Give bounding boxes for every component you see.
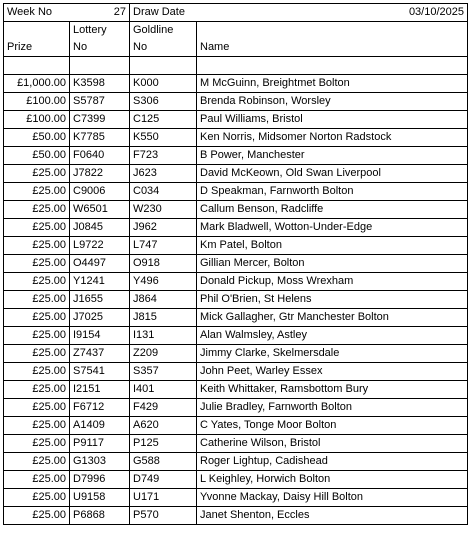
prize-cell: £25.00: [4, 291, 70, 309]
prize-cell: £25.00: [4, 255, 70, 273]
goldline-no-cell: G588: [130, 453, 197, 471]
lottery-no-cell: F6712: [70, 399, 130, 417]
name-cell: Alan Walmsley, Astley: [197, 327, 468, 345]
draw-date-label: Draw Date: [130, 4, 197, 22]
goldline-no-cell: S306: [130, 93, 197, 111]
spacer-cell: [130, 57, 197, 75]
name-cell: Julie Bradley, Farnworth Bolton: [197, 399, 468, 417]
prize-cell: £25.00: [4, 201, 70, 219]
lottery-no-cell: J7025: [70, 309, 130, 327]
lottery-no-cell: J7822: [70, 165, 130, 183]
name-cell: David McKeown, Old Swan Liverpool: [197, 165, 468, 183]
table-row: [4, 255, 468, 273]
table-row: [4, 435, 468, 453]
name-cell: Gillian Mercer, Bolton: [197, 255, 468, 273]
goldline-no-cell: O918: [130, 255, 197, 273]
goldline-no-cell: I401: [130, 381, 197, 399]
lottery-no-cell: J1655: [70, 291, 130, 309]
prize-cell: £25.00: [4, 417, 70, 435]
table-row: [4, 129, 468, 147]
table-row: [4, 399, 468, 417]
table-row: [4, 291, 468, 309]
name-cell: D Speakman, Farnworth Bolton: [197, 183, 468, 201]
week-label: Week No: [4, 4, 70, 22]
header-row-week: [4, 4, 468, 22]
goldline-no-cell: K550: [130, 129, 197, 147]
table-row: [4, 327, 468, 345]
goldline-no-cell: C125: [130, 111, 197, 129]
goldline-no-cell: K000: [130, 75, 197, 93]
lottery-no-cell: Z7437: [70, 345, 130, 363]
prize-cell: £25.00: [4, 219, 70, 237]
table-row: [4, 309, 468, 327]
table-row: [4, 201, 468, 219]
lottery-no-cell: S7541: [70, 363, 130, 381]
goldline-no-cell: D749: [130, 471, 197, 489]
name-cell: Km Patel, Bolton: [197, 237, 468, 255]
name-cell: L Keighley, Horwich Bolton: [197, 471, 468, 489]
table-row: [4, 273, 468, 291]
table-row: [4, 363, 468, 381]
spacer-cell: [70, 57, 130, 75]
goldline-no-cell: J962: [130, 219, 197, 237]
table-row: [4, 183, 468, 201]
name-cell: Keith Whittaker, Ramsbottom Bury: [197, 381, 468, 399]
lottery-no-cell: Y1241: [70, 273, 130, 291]
name-cell: Jimmy Clarke, Skelmersdale: [197, 345, 468, 363]
prize-cell: £25.00: [4, 435, 70, 453]
table-row: [4, 489, 468, 507]
name-header-top: [197, 22, 468, 40]
lottery-no-cell: I9154: [70, 327, 130, 345]
lottery-no-cell: K7785: [70, 129, 130, 147]
spacer-cell: [4, 57, 70, 75]
table-row: [4, 147, 468, 165]
lottery-no-cell: J0845: [70, 219, 130, 237]
goldline-no-cell: S357: [130, 363, 197, 381]
lottery-no-cell: C7399: [70, 111, 130, 129]
goldline-no-cell: F723: [130, 147, 197, 165]
lottery-no-cell: D7996: [70, 471, 130, 489]
prize-cell: £25.00: [4, 345, 70, 363]
prize-cell: £25.00: [4, 237, 70, 255]
prize-cell: £25.00: [4, 309, 70, 327]
table-row: [4, 93, 468, 111]
prize-cell: £25.00: [4, 381, 70, 399]
prize-cell: £100.00: [4, 111, 70, 129]
lottery-no-cell: S5787: [70, 93, 130, 111]
name-cell: M McGuinn, Breightmet Bolton: [197, 75, 468, 93]
week-value: 27: [70, 4, 130, 22]
name-cell: Catherine Wilson, Bristol: [197, 435, 468, 453]
goldline-no-cell: C034: [130, 183, 197, 201]
name-cell: B Power, Manchester: [197, 147, 468, 165]
prize-cell: £25.00: [4, 489, 70, 507]
table-row: [4, 111, 468, 129]
spacer-cell: [197, 57, 468, 75]
name-cell: Roger Lightup, Cadishead: [197, 453, 468, 471]
prize-cell: £25.00: [4, 273, 70, 291]
lottery-header-2: No: [70, 39, 130, 57]
lottery-no-cell: O4497: [70, 255, 130, 273]
name-cell: Phil O'Brien, St Helens: [197, 291, 468, 309]
lottery-no-cell: U9158: [70, 489, 130, 507]
prize-header: Prize: [4, 39, 70, 57]
lottery-no-cell: P6868: [70, 507, 130, 525]
spacer-row: [4, 57, 468, 75]
goldline-no-cell: Y496: [130, 273, 197, 291]
lottery-no-cell: F0640: [70, 147, 130, 165]
prize-cell: £25.00: [4, 471, 70, 489]
lottery-header-1: Lottery: [70, 22, 130, 40]
prize-cell: £25.00: [4, 399, 70, 417]
name-cell: Mick Gallagher, Gtr Manchester Bolton: [197, 309, 468, 327]
prize-cell: £25.00: [4, 363, 70, 381]
name-cell: Callum Benson, Radcliffe: [197, 201, 468, 219]
name-cell: Mark Bladwell, Wotton-Under-Edge: [197, 219, 468, 237]
table-row: [4, 507, 468, 525]
name-cell: C Yates, Tonge Moor Bolton: [197, 417, 468, 435]
name-cell: Paul Williams, Bristol: [197, 111, 468, 129]
goldline-header-1: Goldline: [130, 22, 197, 40]
table-row: [4, 219, 468, 237]
table-row: [4, 237, 468, 255]
lottery-no-cell: A1409: [70, 417, 130, 435]
goldline-no-cell: U171: [130, 489, 197, 507]
goldline-no-cell: J815: [130, 309, 197, 327]
lottery-no-cell: W6501: [70, 201, 130, 219]
table-row: [4, 75, 468, 93]
table-row: [4, 345, 468, 363]
goldline-no-cell: J864: [130, 291, 197, 309]
lottery-no-cell: K3598: [70, 75, 130, 93]
prize-header-top: [4, 22, 70, 40]
lottery-no-cell: L9722: [70, 237, 130, 255]
prize-cell: £25.00: [4, 507, 70, 525]
lottery-no-cell: I2151: [70, 381, 130, 399]
name-cell: Donald Pickup, Moss Wrexham: [197, 273, 468, 291]
header-row-labels-2: [4, 39, 468, 57]
goldline-no-cell: Z209: [130, 345, 197, 363]
prize-cell: £100.00: [4, 93, 70, 111]
goldline-no-cell: L747: [130, 237, 197, 255]
prize-cell: £50.00: [4, 147, 70, 165]
lottery-no-cell: C9006: [70, 183, 130, 201]
name-header: Name: [197, 39, 468, 57]
goldline-header-2: No: [130, 39, 197, 57]
goldline-no-cell: A620: [130, 417, 197, 435]
prize-cell: £1,000.00: [4, 75, 70, 93]
goldline-no-cell: W230: [130, 201, 197, 219]
goldline-no-cell: P125: [130, 435, 197, 453]
table-row: [4, 417, 468, 435]
results-table: [3, 3, 468, 525]
table-row: [4, 165, 468, 183]
table-row: [4, 453, 468, 471]
prize-cell: £25.00: [4, 453, 70, 471]
name-cell: Ken Norris, Midsomer Norton Radstock: [197, 129, 468, 147]
table-row: [4, 471, 468, 489]
name-cell: Brenda Robinson, Worsley: [197, 93, 468, 111]
prize-cell: £25.00: [4, 183, 70, 201]
goldline-no-cell: J623: [130, 165, 197, 183]
lottery-no-cell: P9117: [70, 435, 130, 453]
name-cell: Janet Shenton, Eccles: [197, 507, 468, 525]
prize-cell: £50.00: [4, 129, 70, 147]
goldline-no-cell: P570: [130, 507, 197, 525]
table-row: [4, 381, 468, 399]
lottery-no-cell: G1303: [70, 453, 130, 471]
goldline-no-cell: I131: [130, 327, 197, 345]
name-cell: John Peet, Warley Essex: [197, 363, 468, 381]
draw-date-value: 03/10/2025: [197, 4, 468, 22]
prize-cell: £25.00: [4, 165, 70, 183]
prize-cell: £25.00: [4, 327, 70, 345]
goldline-no-cell: F429: [130, 399, 197, 417]
name-cell: Yvonne Mackay, Daisy Hill Bolton: [197, 489, 468, 507]
header-row-labels: [4, 22, 468, 40]
